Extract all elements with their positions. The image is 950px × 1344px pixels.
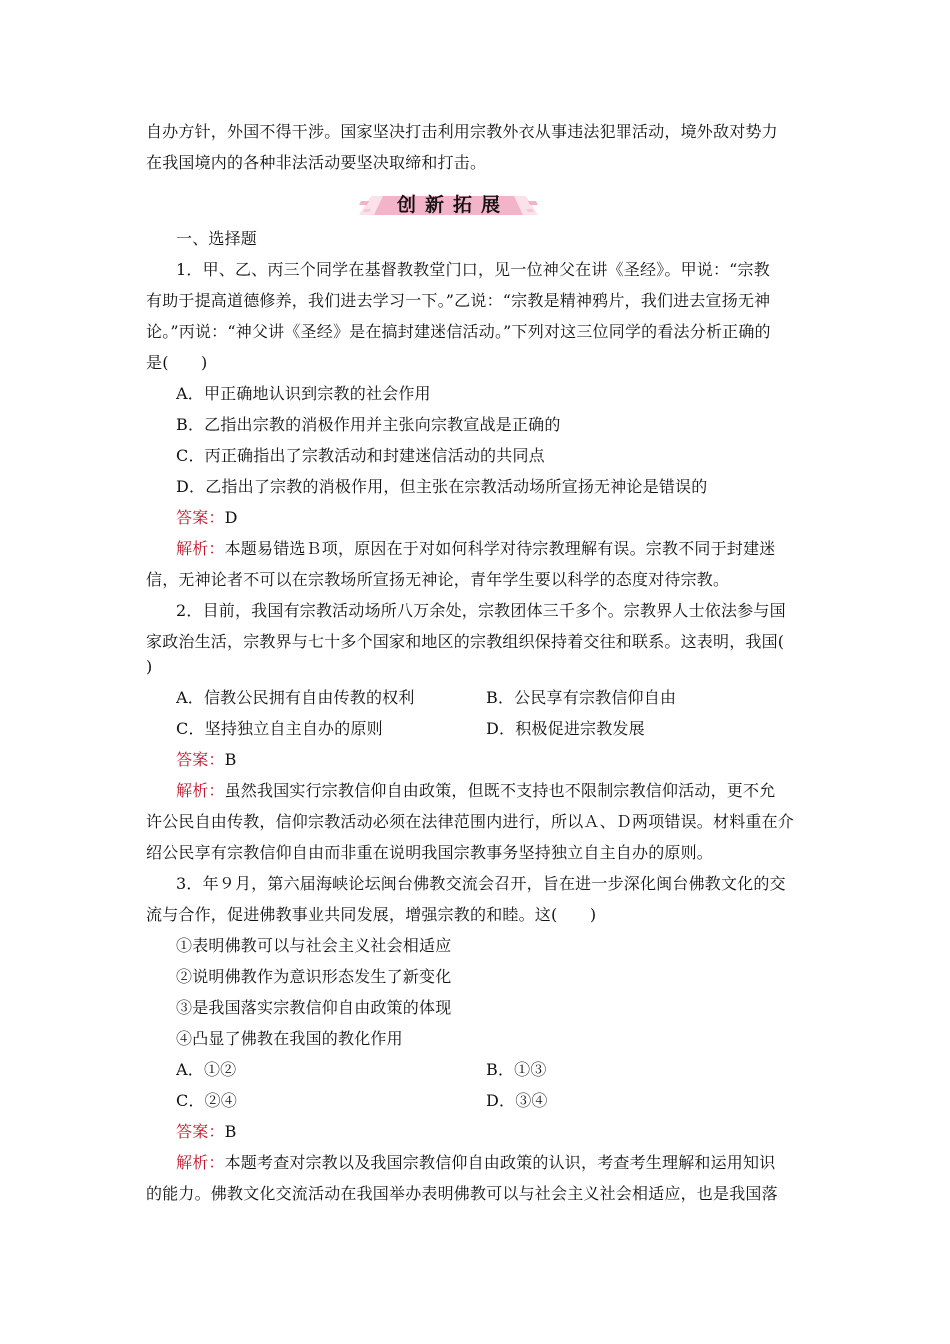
q3-options-row [176, 1055, 814, 1085]
q1-option-d: D．乙指出了宗教的消极作用，但主张在宗教活动场所宣扬无神论是错误的 [176, 477, 708, 496]
q1-stem: 论。”丙说：“神父讲《圣经》是在搞封建迷信活动。”下列对这三位同学的看法分析正确的 [146, 322, 771, 341]
q2-answer [176, 745, 814, 775]
q3-option-a: A．①② [176, 1060, 237, 1079]
q1-analysis [176, 534, 814, 564]
q3-answer [176, 1117, 814, 1147]
intro-line: 自办方针，外国不得干涉。国家坚决打击利用宗教外衣从事违法犯罪活动，境外敌对势力 [146, 122, 778, 141]
q3-item-4: ④凸显了佛教在我国的教化作用 [176, 1029, 403, 1048]
q3-item-2: ②说明佛教作为意识形态发生了新变化 [176, 967, 452, 986]
q3-item-1: ①表明佛教可以与社会主义社会相适应 [176, 936, 452, 955]
q2-option-d: D．积极促进宗教发展 [486, 719, 645, 738]
q1-stem: 是( ) [146, 353, 208, 372]
q3-option-c: C．②④ [176, 1091, 238, 1110]
q3-analysis-cont: 的能力。佛教文化交流活动在我国举办表明佛教可以与社会主义社会相适应，也是我国落 [146, 1184, 778, 1203]
analysis-label: 解析： [176, 1153, 225, 1172]
answer-value: B [224, 1122, 237, 1141]
q3-stem: 3．年９月，第六届海峡论坛闽台佛教交流会召开，旨在进一步深化闽台佛教文化的交 [176, 874, 786, 893]
q3-analysis [176, 1148, 814, 1178]
q1-stem: 有助于提高道德修养，我们进去学习一下。”乙说：“宗教是精神鸦片，我们进去宣扬无神 [146, 291, 771, 310]
q2-option-a: A．信教公民拥有自由传教的权利 [176, 688, 415, 707]
q1-answer [176, 503, 814, 533]
analysis-text: 本题易错选Ｂ项，原因在于对如何科学对待宗教理解有误。宗教不同于封建迷 [224, 539, 776, 558]
q2-options-row [176, 683, 814, 713]
q1-option-a: A．甲正确地认识到宗教的社会作用 [176, 384, 431, 403]
q1-option-c: C．丙正确指出了宗教活动和封建迷信活动的共同点 [176, 446, 545, 465]
q2-stem: 家政治生活，宗教界与七十多个国家和地区的宗教组织保持着交往和联系。这表明，我国( [146, 632, 785, 651]
answer-label: 答案： [176, 1122, 225, 1141]
q3-item-3: ③是我国落实宗教信仰自由政策的体现 [176, 998, 452, 1017]
q2-options-row [176, 714, 814, 744]
q2-analysis-cont: 绍公民享有宗教信仰自由而非重在说明我国宗教事务坚持独立自主自办的原则。 [146, 843, 714, 862]
q3-option-d: D．③④ [486, 1091, 548, 1110]
answer-label: 答案： [176, 508, 225, 527]
answer-label: 答案： [176, 750, 225, 769]
q3-stem: 流与合作，促进佛教事业共同发展，增强宗教的和睦。这( ) [146, 905, 597, 924]
q1-analysis-cont: 信，无神论者不可以在宗教场所宣扬无神论，青年学生要以科学的态度对待宗教。 [146, 570, 730, 589]
banner-title: 创新拓展 [396, 194, 509, 216]
q1-stem: 1．甲、乙、丙三个同学在基督教教堂门口，见一位神父在讲《圣经》。甲说：“宗教 [176, 260, 770, 279]
q2-analysis [176, 776, 814, 806]
q3-options-row [176, 1086, 814, 1116]
analysis-label: 解析： [176, 539, 225, 558]
q3-option-b: B．①③ [486, 1060, 547, 1079]
analysis-label: 解析： [176, 781, 225, 800]
q2-option-b: B．公民享有宗教信仰自由 [486, 688, 677, 707]
analysis-text: 虽然我国实行宗教信仰自由政策，但既不支持也不限制宗教信仰活动，更不允 [224, 781, 776, 800]
answer-value: D [224, 508, 238, 527]
intro-line: 在我国境内的各种非法活动要坚决取缔和打击。 [146, 153, 487, 172]
section-banner [357, 191, 540, 221]
analysis-text: 本题考查对宗教以及我国宗教信仰自由政策的认识，考查考生理解和运用知识 [224, 1153, 776, 1172]
q2-stem: ) [146, 657, 153, 676]
q2-stem: 2．目前，我国有宗教活动场所八万余处，宗教团体三千多个。宗教界人士依法参与国 [176, 601, 786, 620]
answer-value: B [224, 750, 237, 769]
q2-option-c: C．坚持独立自主自办的原则 [176, 719, 383, 738]
q1-option-b: B．乙指出宗教的消极作用并主张向宗教宣战是正确的 [176, 415, 561, 434]
q2-analysis-cont: 许公民自由传教，信仰宗教活动必须在法律范围内进行，所以Ａ、Ｄ两项错误。材料重在介 [146, 812, 795, 831]
section-heading: 一、选择题 [176, 229, 258, 248]
